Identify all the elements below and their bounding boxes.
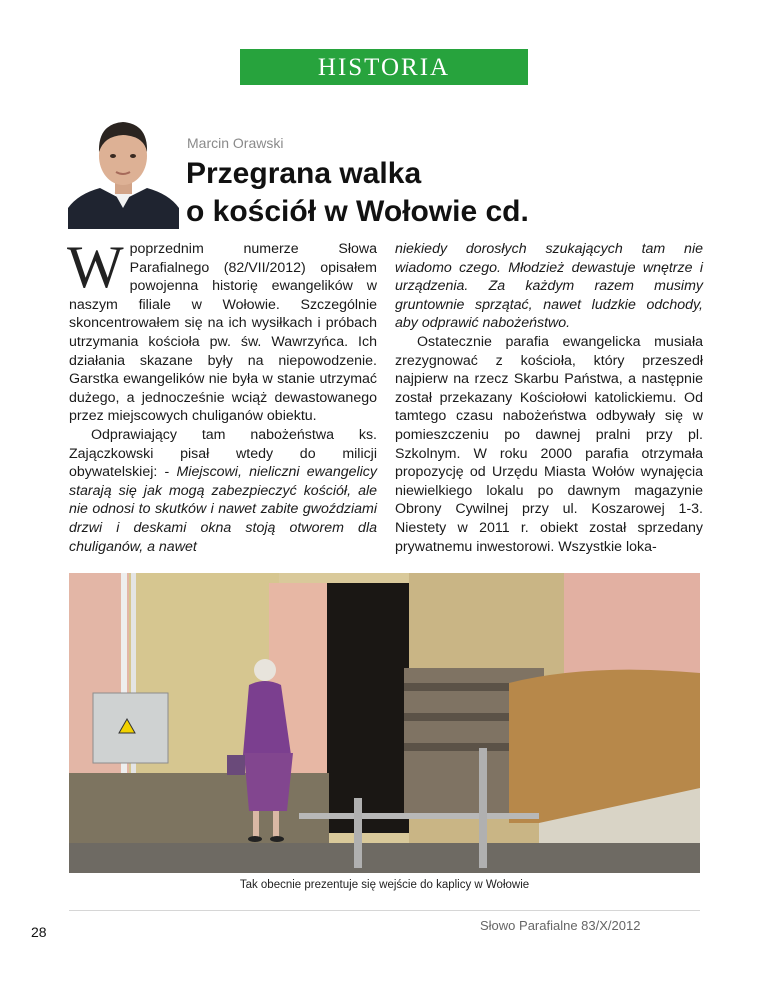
author-portrait-image — [68, 108, 179, 229]
chapel-entrance-photo — [69, 573, 700, 873]
footer-publication: Słowo Parafialne 83/X/2012 — [480, 918, 641, 933]
paragraph-1-text: poprzednim numerze Słowa Parafialnego (82/VII/2012) opisałem powojenna historię ewangelików w naszym filiale w Wołowie. Szczególnie skoncentrowałem się na ich wysiłkach i próbach utrzymania kościoła pw. św. Wawrzyńca. Ich działania skazane były na niepowodzenie. Garstka ewangelików nie była w stanie utrzymać dużego, a jednocześnie wciąż dewastowanego przez miejscowych chuliganów obiektu. — [69, 241, 377, 425]
quote-text: Miejscowi, nieliczni ewangelicy starają się jak mogą zabezpieczyć kościół, ale nie odnosi to skutków i nawet zabite gwoździami drzwi i deskami okna stoją otworem dla chuliganów, a nawet — [69, 464, 377, 555]
paragraph-1 — [67, 234, 377, 426]
article-photo — [69, 573, 700, 873]
paragraph-2 — [69, 426, 377, 556]
article-column-right — [395, 240, 703, 556]
paragraph-3: Ostatecznie parafia ewangelicka musiała zrezygnować z kościoła, który przeszedł najpierw na rzecz Skarbu Państwa, a następnie został przekazany Kościołowi katolickiemu. Od tamtego czasu nabożeństwa odbywały się w pomieszczeniu po dawnej pralni przy pl. Szkolnym. W roku 2000 parafia otrzymała propozycję od Urzędu Miasta Wołów wynajęcia niewielkiego lokalu po dawnym magazynie Obrony Cywilnej przy ul. Koszarowej 1-3. Niestety w 2011 r. obiekt został sprzedany prywatnemu inwestorowi. Wszystkie loka- — [395, 333, 703, 555]
quote-continuation-text: niekiedy dorosłych szukających tam nie wiadomo czego. Młodzież dewastuje wnętrze i urządzenia. Za każdym razem musimy gruntownie sprzątać, nawet ludzkie odchody, aby odprawić nabożeństwo. — [395, 241, 703, 332]
author-name: Marcin Orawski — [187, 135, 284, 151]
quote-continuation — [395, 240, 703, 333]
title-line-2: o kościół w Wołowie cd. — [186, 195, 529, 228]
section-banner — [240, 49, 528, 85]
title-line-1: Przegrana walka — [186, 157, 422, 190]
author-photo — [68, 108, 179, 229]
page-number: 28 — [31, 924, 47, 940]
article-column-left — [67, 234, 377, 556]
section-label: HISTORIA — [317, 54, 451, 81]
paragraph-2-text: Odprawiający tam nabożeństwa ks. Zajączkowski pisał wtedy do milicji obywatelskiej: - — [69, 426, 377, 481]
drop-cap: W — [67, 234, 124, 300]
article-title — [186, 155, 706, 231]
footer-divider — [69, 910, 700, 911]
photo-caption: Tak obecnie prezentuje się wejście do kaplicy w Wołowie — [239, 879, 530, 891]
